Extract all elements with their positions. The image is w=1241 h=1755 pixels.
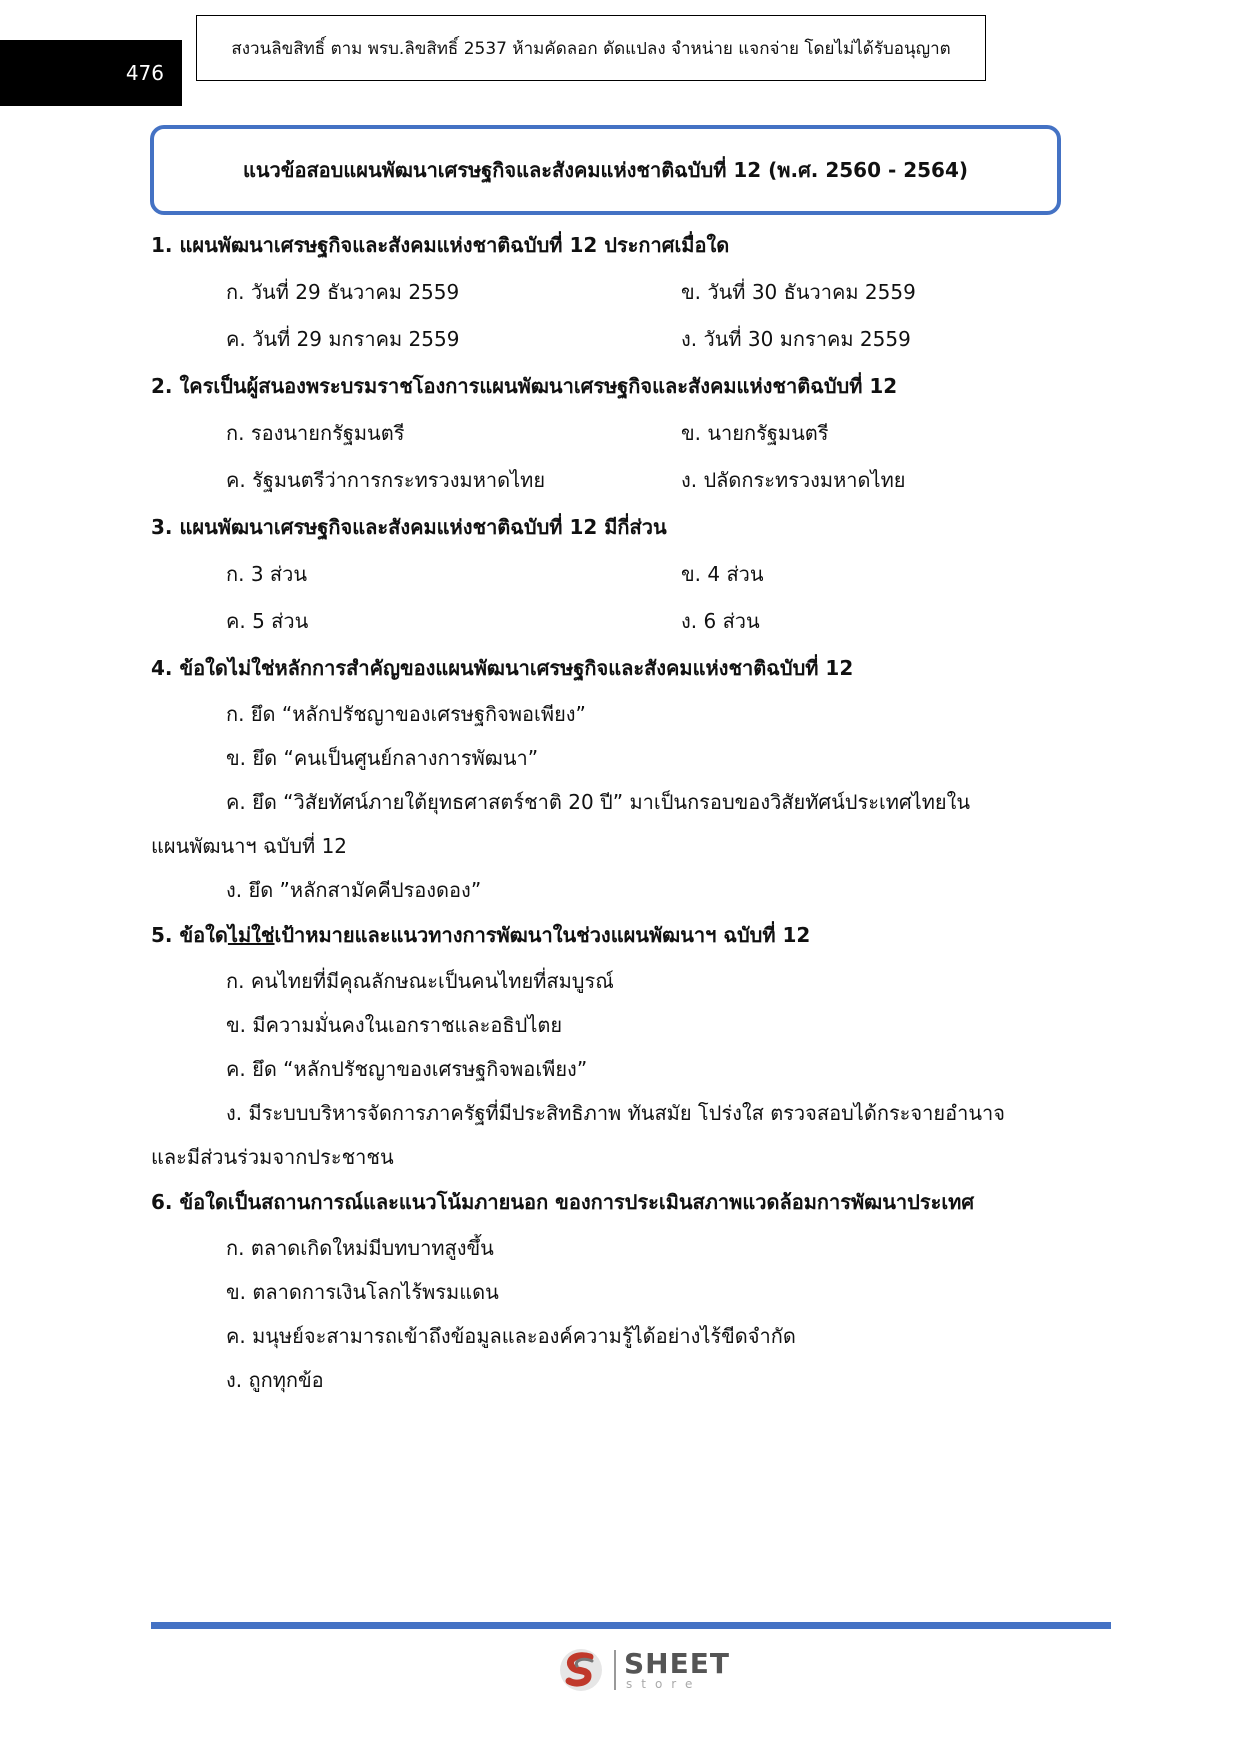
option-c: ค. 5 ส่วน xyxy=(226,609,309,633)
option-d: ง. วันที่ 30 มกราคม 2559 xyxy=(681,327,911,351)
option-d: ง. ยึด ”หลักสามัคคีปรองดอง” xyxy=(226,878,482,902)
option-a: ก. ตลาดเกิดใหม่มีบทบาทสูงขึ้น xyxy=(226,1236,494,1260)
option-c: ค. ยึด “หลักปรัชญาของเศรษฐกิจพอเพียง” xyxy=(226,1057,588,1081)
option-a: ก. 3 ส่วน xyxy=(226,562,308,586)
options-row xyxy=(151,551,1091,598)
page-number xyxy=(0,40,182,106)
option-c: ค. มนุษย์จะสามารถเข้าถึงข้อมูลและองค์ความรู้ได้อย่างไร้ขีดจำกัด xyxy=(226,1324,796,1348)
option-c: ค. รัฐมนตรีว่าการกระทรวงมหาดไทย xyxy=(226,468,546,492)
question-5-suffix: เป้าหมายและแนวทางการพัฒนาในช่วงแผนพัฒนาฯ ฉบับที่ 12 xyxy=(274,923,811,947)
question-4: 4. ข้อใดไม่ใช่หลักการสำคัญของแผนพัฒนาเศรษฐกิจและสังคมแห่งชาติฉบับที่ 12 xyxy=(151,656,854,680)
page-number-text: 476 xyxy=(125,61,164,85)
option-a: ก. วันที่ 29 ธันวาคม 2559 xyxy=(226,280,460,304)
question-2: 2. ใครเป็นผู้สนองพระบรมราชโองการแผนพัฒนาเศรษฐกิจและสังคมแห่งชาติฉบับที่ 12 xyxy=(151,374,898,398)
option-c: ค. วันที่ 29 มกราคม 2559 xyxy=(226,327,460,351)
options-row xyxy=(151,269,1091,316)
option-b: ข. ยึด “คนเป็นศูนย์กลางการพัฒนา” xyxy=(226,746,539,770)
question-6: 6. ข้อใดเป็นสถานการณ์และแนวโน้มภายนอก ของการประเมินสภาพแวดล้อมการพัฒนาประเทศ xyxy=(151,1190,975,1214)
option-d-continuation: และมีส่วนร่วมจากประชาชน xyxy=(151,1145,394,1169)
option-b: ข. นายกรัฐมนตรี xyxy=(681,421,829,445)
option-c: ค. ยึด “วิสัยทัศน์ภายใต้ยุทธศาสตร์ชาติ 20 ปี” มาเป็นกรอบของวิสัยทัศน์ประเทศไทยใน xyxy=(226,790,971,814)
option-b: ข. 4 ส่วน xyxy=(681,562,764,586)
footer-divider xyxy=(151,1622,1111,1629)
option-b: ข. มีความมั่นคงในเอกราชและอธิปไตย xyxy=(226,1013,563,1037)
question-3: 3. แผนพัฒนาเศรษฐกิจและสังคมแห่งชาติฉบับที่ 12 มีกี่ส่วน xyxy=(151,515,667,539)
logo-word: SHEET xyxy=(624,1647,730,1680)
logo-text xyxy=(624,1647,730,1691)
option-b: ข. วันที่ 30 ธันวาคม 2559 xyxy=(681,280,916,304)
options-row xyxy=(151,410,1091,457)
option-a: ก. คนไทยที่มีคุณลักษณะเป็นคนไทยที่สมบูรณ์ xyxy=(226,969,614,993)
page-title xyxy=(150,125,1061,215)
option-a: ก. รองนายกรัฐมนตรี xyxy=(226,421,405,445)
logo-sub: store xyxy=(626,1677,702,1691)
page-title-text: แนวข้อสอบแผนพัฒนาเศรษฐกิจและสังคมแห่งชาติฉบับที่ 12 (พ.ศ. 2560 - 2564) xyxy=(242,158,969,182)
copyright-text: สงวนลิขสิทธิ์ ตาม พรบ.ลิขสิทธิ์ 2537 ห้ามคัดลอก ดัดแปลง จำหน่าย แจกจ่าย โดยไม่ได้รับอนุญาต xyxy=(231,38,951,59)
option-d: ง. 6 ส่วน xyxy=(681,609,760,633)
question-list xyxy=(151,222,1091,1402)
option-d: ง. ปลัดกระทรวงมหาดไทย xyxy=(681,468,906,492)
sheet-store-logo xyxy=(556,1644,730,1696)
option-d: ง. ถูกทุกข้อ xyxy=(226,1368,324,1392)
options-row xyxy=(151,598,1091,645)
option-a: ก. ยึด “หลักปรัชญาของเศรษฐกิจพอเพียง” xyxy=(226,702,586,726)
option-d: ง. มีระบบบริหารจัดการภาครัฐที่มีประสิทธิภาพ ทันสมัย โปร่งใส ตรวจสอบได้กระจายอำนาจ xyxy=(226,1101,1005,1125)
logo-separator xyxy=(614,1650,616,1690)
option-b: ข. ตลาดการเงินโลกไร้พรมแดน xyxy=(226,1280,499,1304)
question-5-emphasis: ไม่ใช่ xyxy=(227,923,275,947)
question-5-prefix: 5. ข้อใด xyxy=(151,923,228,947)
copyright-notice xyxy=(196,15,986,81)
option-c-continuation: แผนพัฒนาฯ ฉบับที่ 12 xyxy=(151,834,348,858)
question-1: 1. แผนพัฒนาเศรษฐกิจและสังคมแห่งชาติฉบับที่ 12 ประกาศเมื่อใด xyxy=(151,233,730,257)
question-5 xyxy=(151,912,1091,959)
options-row xyxy=(151,316,1091,363)
logo-s-icon xyxy=(556,1645,606,1695)
options-row xyxy=(151,457,1091,504)
